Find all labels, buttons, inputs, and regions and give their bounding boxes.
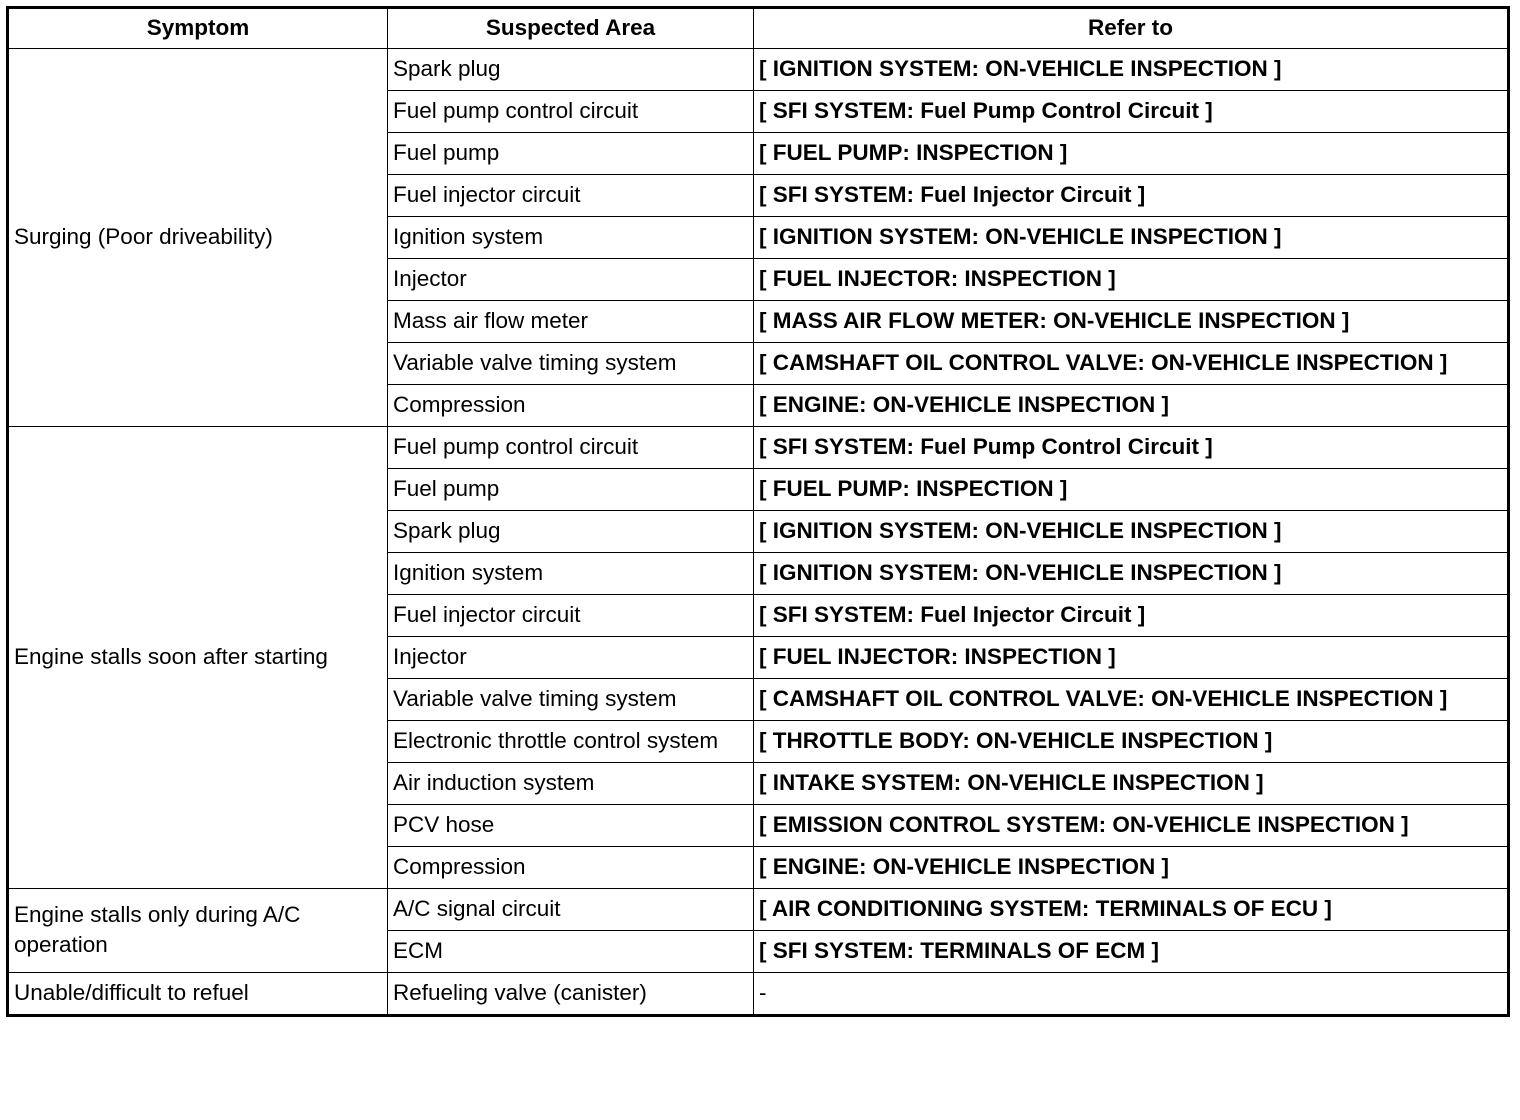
area-cell: PCV hose — [388, 805, 754, 847]
refer-cell: [ IGNITION SYSTEM: ON-VEHICLE INSPECTION ] — [754, 217, 1509, 259]
area-cell: Injector — [388, 637, 754, 679]
symptom-cell: Engine stalls soon after starting — [8, 427, 388, 889]
area-cell: Fuel injector circuit — [388, 175, 754, 217]
refer-cell: [ SFI SYSTEM: TERMINALS OF ECM ] — [754, 931, 1509, 973]
refer-cell: [ SFI SYSTEM: Fuel Injector Circuit ] — [754, 175, 1509, 217]
refer-cell: [ ENGINE: ON-VEHICLE INSPECTION ] — [754, 385, 1509, 427]
table-row — [8, 973, 1509, 1016]
area-cell: Electronic throttle control system — [388, 721, 754, 763]
area-cell: Fuel pump — [388, 469, 754, 511]
area-cell: Fuel pump — [388, 133, 754, 175]
refer-cell: [ SFI SYSTEM: Fuel Injector Circuit ] — [754, 595, 1509, 637]
header-symptom: Symptom — [8, 8, 388, 49]
symptom-cell: Unable/difficult to refuel — [8, 973, 388, 1016]
refer-cell: [ IGNITION SYSTEM: ON-VEHICLE INSPECTION ] — [754, 511, 1509, 553]
refer-cell: [ FUEL PUMP: INSPECTION ] — [754, 133, 1509, 175]
area-cell: Ignition system — [388, 217, 754, 259]
table-row — [8, 889, 1509, 931]
area-cell: Compression — [388, 385, 754, 427]
table-row — [8, 427, 1509, 469]
area-cell: Compression — [388, 847, 754, 889]
refer-cell: [ CAMSHAFT OIL CONTROL VALVE: ON-VEHICLE INSPECTION ] — [754, 343, 1509, 385]
refer-cell: [ FUEL INJECTOR: INSPECTION ] — [754, 259, 1509, 301]
area-cell: Fuel injector circuit — [388, 595, 754, 637]
area-cell: Variable valve timing system — [388, 679, 754, 721]
area-cell: Spark plug — [388, 49, 754, 91]
area-cell: Fuel pump control circuit — [388, 427, 754, 469]
refer-cell: [ INTAKE SYSTEM: ON-VEHICLE INSPECTION ] — [754, 763, 1509, 805]
diagnosis-table — [6, 6, 1510, 1017]
area-cell: Refueling valve (canister) — [388, 973, 754, 1016]
refer-cell: [ SFI SYSTEM: Fuel Pump Control Circuit ] — [754, 91, 1509, 133]
refer-cell: [ SFI SYSTEM: Fuel Pump Control Circuit ] — [754, 427, 1509, 469]
refer-cell: [ EMISSION CONTROL SYSTEM: ON-VEHICLE INSPECTION ] — [754, 805, 1509, 847]
refer-cell: [ AIR CONDITIONING SYSTEM: TERMINALS OF ECU ] — [754, 889, 1509, 931]
symptom-cell: Engine stalls only during A/C operation — [8, 889, 388, 973]
refer-cell: [ THROTTLE BODY: ON-VEHICLE INSPECTION ] — [754, 721, 1509, 763]
header-row — [8, 8, 1509, 49]
refer-cell: [ IGNITION SYSTEM: ON-VEHICLE INSPECTION ] — [754, 553, 1509, 595]
symptom-cell: Surging (Poor driveability) — [8, 49, 388, 427]
refer-cell: [ MASS AIR FLOW METER: ON-VEHICLE INSPECTION ] — [754, 301, 1509, 343]
table-row — [8, 49, 1509, 91]
refer-cell: [ CAMSHAFT OIL CONTROL VALVE: ON-VEHICLE INSPECTION ] — [754, 679, 1509, 721]
refer-cell: [ ENGINE: ON-VEHICLE INSPECTION ] — [754, 847, 1509, 889]
area-cell: Air induction system — [388, 763, 754, 805]
header-refer-to: Refer to — [754, 8, 1509, 49]
refer-cell: [ IGNITION SYSTEM: ON-VEHICLE INSPECTION ] — [754, 49, 1509, 91]
area-cell: Spark plug — [388, 511, 754, 553]
area-cell: Mass air flow meter — [388, 301, 754, 343]
area-cell: Injector — [388, 259, 754, 301]
area-cell: Variable valve timing system — [388, 343, 754, 385]
header-suspected-area: Suspected Area — [388, 8, 754, 49]
refer-cell: [ FUEL INJECTOR: INSPECTION ] — [754, 637, 1509, 679]
refer-cell: - — [754, 973, 1509, 1016]
area-cell: ECM — [388, 931, 754, 973]
refer-cell: [ FUEL PUMP: INSPECTION ] — [754, 469, 1509, 511]
area-cell: Ignition system — [388, 553, 754, 595]
area-cell: A/C signal circuit — [388, 889, 754, 931]
area-cell: Fuel pump control circuit — [388, 91, 754, 133]
